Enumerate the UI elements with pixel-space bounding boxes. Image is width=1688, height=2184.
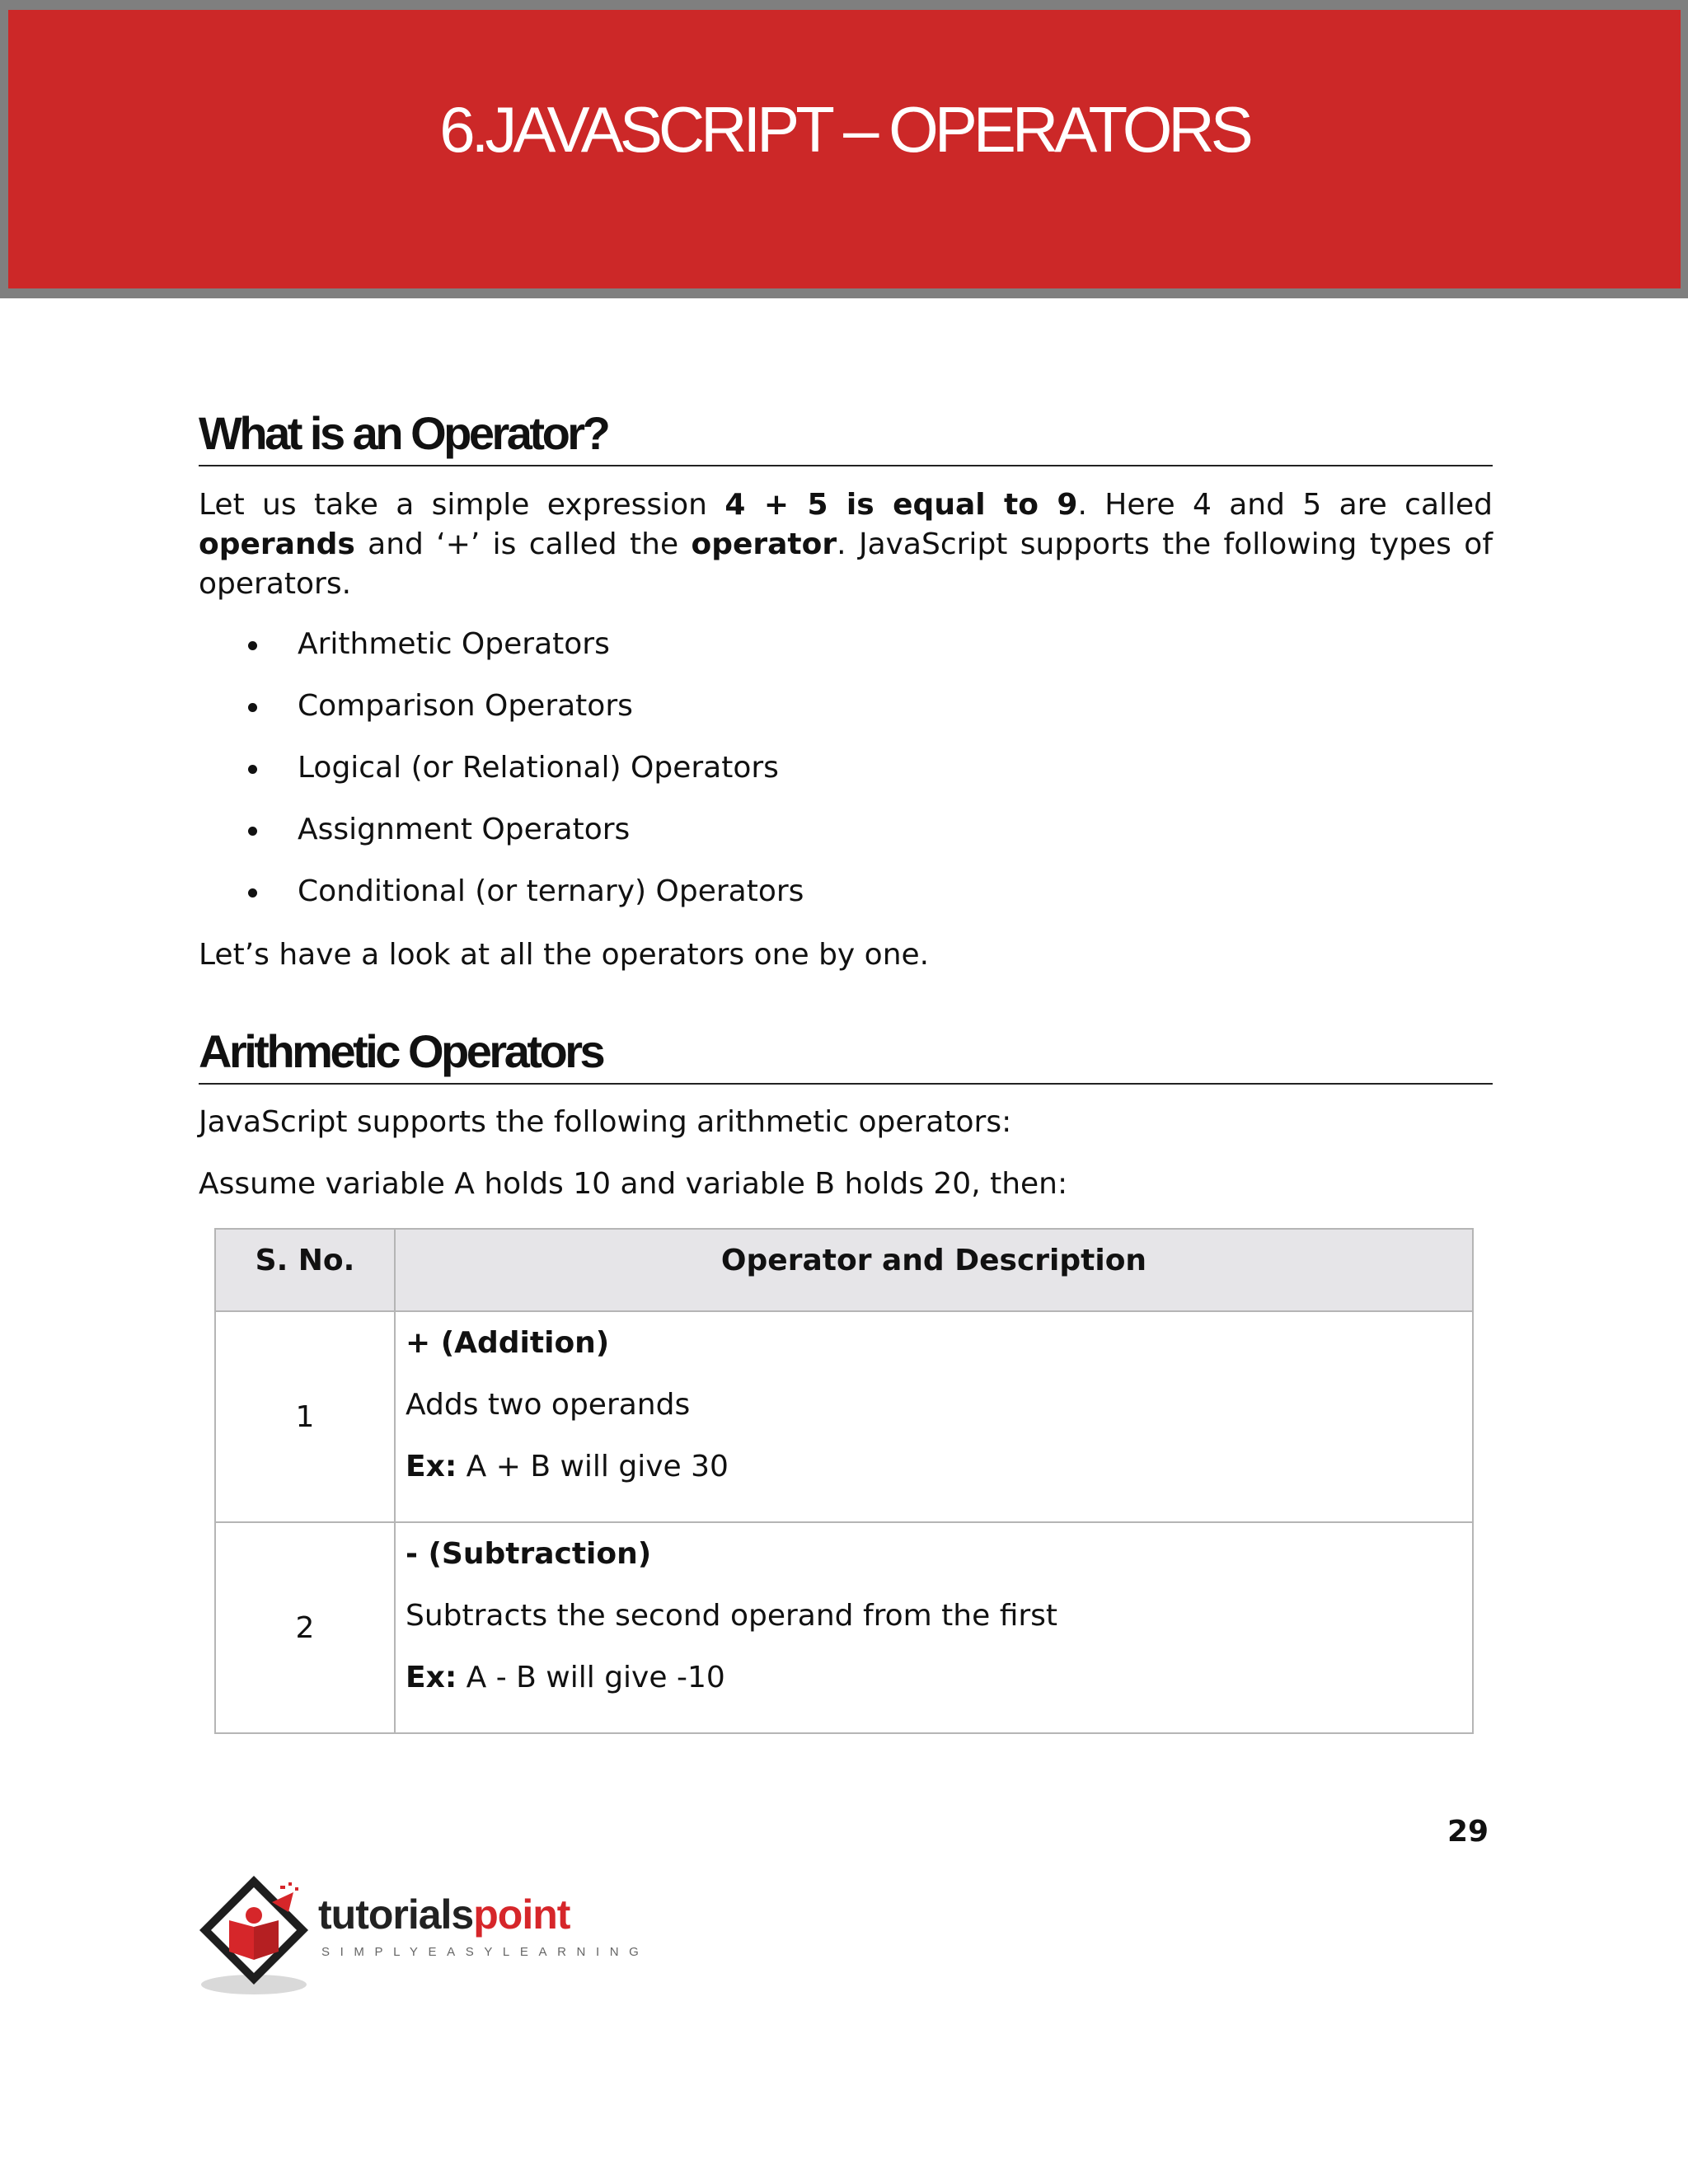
bullet-icon: [248, 765, 257, 774]
list-item-label: Logical (or Relational) Operators: [298, 751, 779, 785]
arithmetic-intro: JavaScript supports the following arithmetic operators:: [199, 1105, 1012, 1139]
example-label: Ex:: [406, 1661, 457, 1694]
row-description-cell: [395, 1311, 1473, 1522]
intro-text-2: . Here 4 and 5 are called: [1077, 488, 1493, 522]
chapter-banner-fill: [8, 10, 1681, 288]
example-text: A + B will give 30: [457, 1450, 729, 1483]
logo-emblem-icon: [196, 1869, 320, 2001]
logo-word-tutorials: tutorials: [318, 1891, 474, 1938]
section-heading-operator: What is an Operator?: [199, 410, 1493, 466]
operator-description: Subtracts the second operand from the first: [406, 1599, 1058, 1633]
intro-paragraph: [199, 485, 1493, 604]
logo-word-point: point: [473, 1891, 570, 1938]
operator-example: [406, 1447, 1462, 1509]
bullet-icon: [248, 703, 257, 712]
intro-bold-expression: 4 + 5 is equal to 9: [724, 488, 1078, 522]
list-item-label: Conditional (or ternary) Operators: [298, 874, 804, 908]
intro-text-1: Let us take a simple expression: [199, 488, 725, 522]
operator-name: - (Subtraction): [406, 1537, 652, 1571]
bullet-icon: [248, 827, 257, 836]
list-item-label: Arithmetic Operators: [298, 627, 610, 661]
arithmetic-operators-table: [214, 1228, 1474, 1734]
table-row: [215, 1311, 1473, 1522]
bullet-icon: [248, 641, 257, 650]
chapter-banner: [0, 0, 1688, 298]
example-text: A - B will give -10: [457, 1661, 725, 1694]
list-item-label: Assignment Operators: [298, 813, 631, 846]
intro-text-3: and ‘+’ is called the: [354, 527, 692, 561]
tutorialspoint-logo: [196, 1869, 649, 2001]
operator-name: + (Addition): [406, 1326, 610, 1360]
header-operator-description: Operator and Description: [395, 1229, 1473, 1311]
operator-description: Adds two operands: [406, 1388, 691, 1422]
table-row: [215, 1522, 1473, 1733]
list-item-label: Comparison Operators: [298, 689, 633, 723]
example-label: Ex:: [406, 1450, 457, 1483]
row-number: 1: [215, 1311, 395, 1522]
closing-sentence: Let’s have a look at all the operators one by one.: [199, 938, 930, 972]
section-heading-arithmetic: Arithmetic Operators: [199, 1029, 1493, 1085]
intro-bold-operator: operator: [691, 527, 837, 561]
chapter-title: 6.JAVASCRIPT – OPERATORS: [439, 93, 1250, 166]
logo-tagline: SIMPLYEASYLEARNING: [321, 1945, 649, 1959]
row-description-cell: [395, 1522, 1473, 1733]
intro-bold-operands: operands: [199, 527, 355, 561]
table-header-row: [215, 1229, 1473, 1311]
bullet-icon: [248, 888, 257, 898]
operator-example: [406, 1658, 1462, 1720]
page-number: 29: [1447, 1815, 1489, 1849]
arithmetic-assumption: Assume variable A holds 10 and variable B holds 20, then:: [199, 1167, 1068, 1201]
logo-wordmark: [318, 1891, 570, 1938]
header-serial-number: S. No.: [215, 1229, 395, 1311]
intro-text-4: . JavaScript supports the following types of operators.: [199, 527, 1493, 601]
row-number: 2: [215, 1522, 395, 1733]
